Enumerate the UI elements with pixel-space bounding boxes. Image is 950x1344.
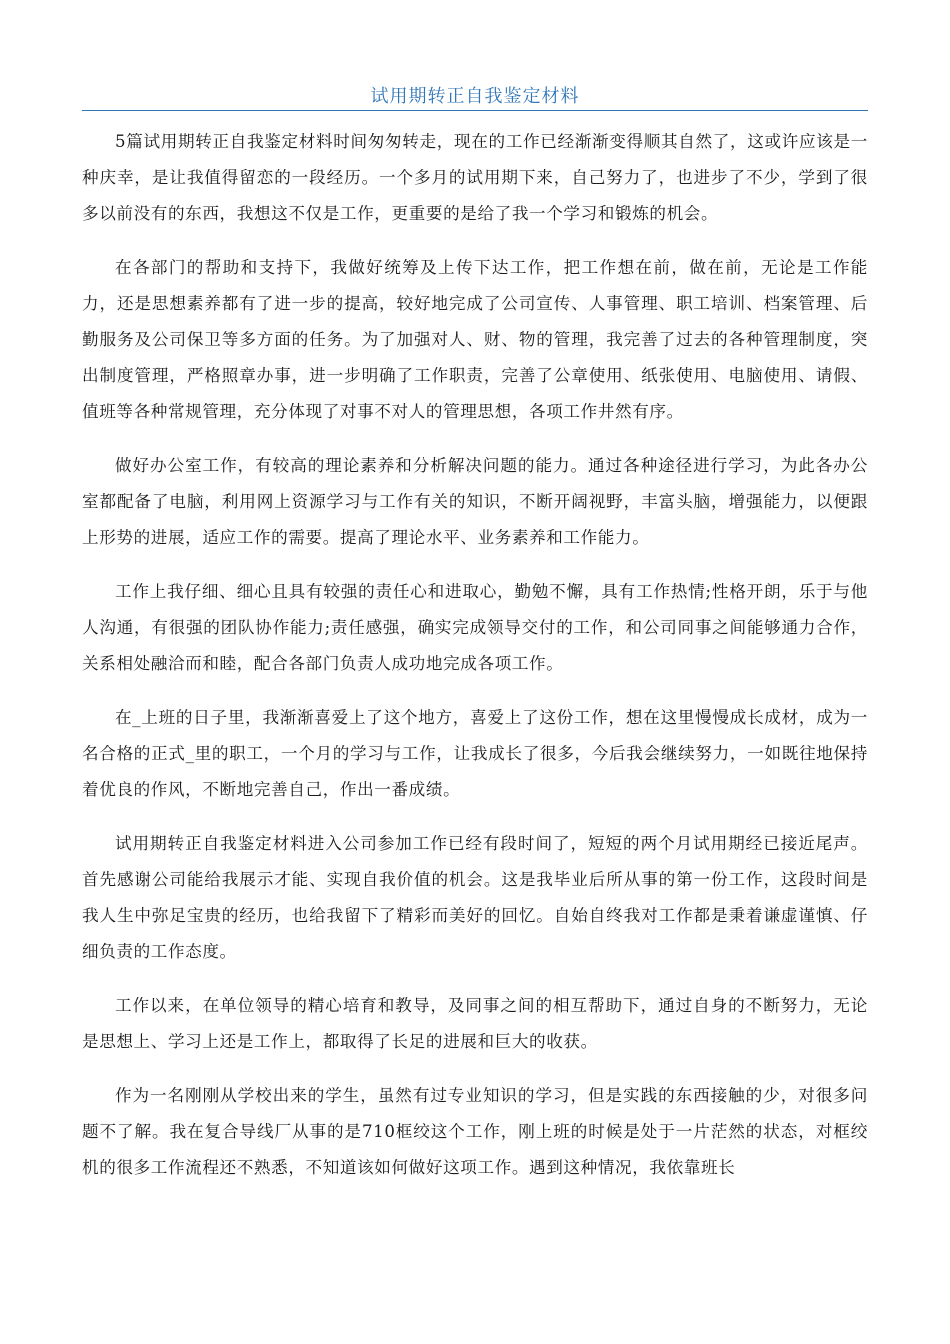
paragraph-7: 工作以来，在单位领导的精心培育和教导，及同事之间的相互帮助下，通过自身的不断努力，无论是思想上、学习上还是工作上，都取得了长足的进展和巨大的收获。 bbox=[82, 996, 868, 1051]
paragraph-6: 试用期转正自我鉴定材料进入公司参加工作已经有段时间了，短短的两个月试用期经已接近尾声。首先感谢公司能给我展示才能、实现自我价值的机会。这是我毕业后所从事的第一份工作，这段时间是我人生中弥足宝贵的经历，也给我留下了精彩而美好的回忆。自始自终我对工作都是秉着谦虚谨慎、仔细负责的工作态度。 bbox=[82, 834, 868, 961]
paragraph-8: 作为一名刚刚从学校出来的学生，虽然有过专业知识的学习，但是实践的东西接触的少，对很多问题不了解。我在复合导线厂从事的是710框绞这个工作，刚上班的时候是处于一片茫然的状态，对框绞机的很多工作流程还不熟悉，不知道该如何做好这项工作。遇到这种情况，我依靠班长 bbox=[82, 1086, 868, 1177]
paragraph-1: 5篇试用期转正自我鉴定材料时间匆匆转走，现在的工作已经渐渐变得顺其自然了，这或许应该是一种庆幸，是让我值得留恋的一段经历。一个多月的试用期下来，自己努力了，也进步了不少，学到了很多以前没有的东西，我想这不仅是工作，更重要的是给了我一个学习和锻炼的机会。 bbox=[82, 132, 868, 223]
paragraph-2: 在各部门的帮助和支持下，我做好统筹及上传下达工作，把工作想在前，做在前，无论是工作能力，还是思想素养都有了进一步的提高，较好地完成了公司宣传、人事管理、职工培训、档案管理、后勤服务及公司保卫等多方面的任务。为了加强对人、财、物的管理，我完善了过去的各种管理制度，突出制度管理，严格照章办事，进一步明确了工作职责，完善了公章使用、纸张使用、电脑使用、请假、值班等各种常规管理，充分体现了对事不对人的管理思想，各项工作井然有序。 bbox=[82, 258, 868, 421]
paragraph-3: 做好办公室工作，有较高的理论素养和分析解决问题的能力。通过各种途径进行学习，为此各办公室都配备了电脑，利用网上资源学习与工作有关的知识，不断开阔视野，丰富头脑，增强能力，以便跟上形势的进展，适应工作的需要。提高了理论水平、业务素养和工作能力。 bbox=[82, 456, 868, 547]
document-title: 试用期转正自我鉴定材料 bbox=[370, 86, 580, 107]
document-body bbox=[82, 124, 868, 1204]
paragraph-5: 在_上班的日子里，我渐渐喜爱上了这个地方，喜爱上了这份工作，想在这里慢慢成长成材，成为一名合格的正式_里的职工，一个月的学习与工作，让我成长了很多，今后我会继续努力，一如既往地保持着优良的作风，不断地完善自己，作出一番成绩。 bbox=[82, 708, 868, 799]
paragraph-4: 工作上我仔细、细心且具有较强的责任心和进取心，勤勉不懈，具有工作热情;性格开朗，乐于与他人沟通，有很强的团队协作能力;责任感强，确实完成领导交付的工作，和公司同事之间能够通力合作，关系相处融洽而和睦，配合各部门负责人成功地完成各项工作。 bbox=[82, 582, 868, 673]
page-header bbox=[82, 78, 868, 111]
